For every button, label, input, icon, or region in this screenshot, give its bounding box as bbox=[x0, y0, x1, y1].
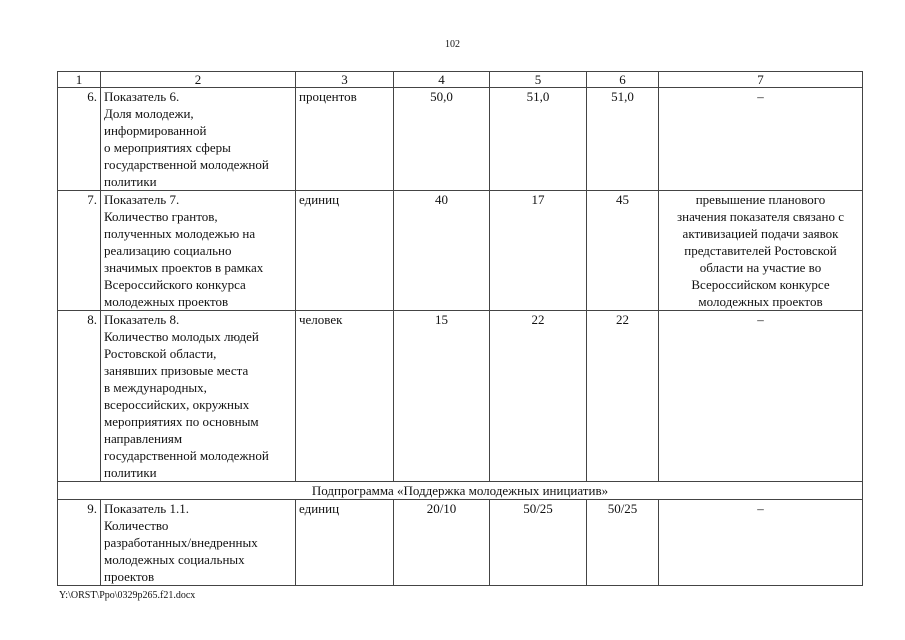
value-col5: 17 bbox=[490, 191, 587, 311]
value-col4: 20/10 bbox=[394, 500, 490, 586]
indicator-description bbox=[101, 311, 296, 482]
indicator-line: Показатель 7. bbox=[104, 192, 180, 207]
indicator-line: всероссийских, окружных bbox=[104, 397, 250, 412]
note-cell bbox=[659, 88, 863, 191]
indicator-line: молодежных социальных bbox=[104, 552, 245, 567]
indicator-line: политики bbox=[104, 174, 157, 189]
note-cell bbox=[659, 500, 863, 586]
indicator-line: полученных молодежью на bbox=[104, 226, 256, 241]
note-line: Всероссийском конкурсе bbox=[691, 277, 830, 292]
row-number: 9. bbox=[58, 500, 101, 586]
indicators-table bbox=[57, 71, 863, 586]
column-header-3: 3 bbox=[296, 72, 394, 88]
note-line: превышение планового bbox=[695, 192, 826, 207]
column-header-7: 7 bbox=[659, 72, 863, 88]
indicator-line: государственной молодежной bbox=[104, 157, 269, 172]
indicator-line: государственной молодежной bbox=[104, 448, 269, 463]
note-cell bbox=[659, 311, 863, 482]
indicator-line: Показатель 8. bbox=[104, 312, 180, 327]
note-line: представителей Ростовской bbox=[684, 243, 837, 258]
value-col6: 51,0 bbox=[587, 88, 659, 191]
indicator-line: Количество молодых людей bbox=[104, 329, 259, 344]
note-line: активизацией подачи заявок bbox=[682, 226, 839, 241]
section-title: Подпрограмма «Поддержка молодежных инициатив» bbox=[58, 482, 863, 500]
value-col6: 50/25 bbox=[587, 500, 659, 586]
indicator-line: Количество bbox=[104, 518, 169, 533]
unit-cell: единиц bbox=[296, 191, 394, 311]
note-line: молодежных проектов bbox=[698, 294, 823, 309]
table-row bbox=[58, 500, 863, 586]
indicator-line: реализацию социально bbox=[104, 243, 232, 258]
row-number: 8. bbox=[58, 311, 101, 482]
indicator-line: разработанных/внедренных bbox=[104, 535, 258, 550]
indicator-line: Показатель 6. bbox=[104, 89, 180, 104]
indicator-line: мероприятиях по основным bbox=[104, 414, 259, 429]
indicator-line: о мероприятиях сферы bbox=[104, 140, 231, 155]
table-row bbox=[58, 311, 863, 482]
indicator-line: Доля молодежи, bbox=[104, 106, 194, 121]
value-col6: 22 bbox=[587, 311, 659, 482]
table-row bbox=[58, 191, 863, 311]
indicator-line: значимых проектов в рамках bbox=[104, 260, 264, 275]
column-header-4: 4 bbox=[394, 72, 490, 88]
document-file-path: Y:\ORST\Ppo\0329p265.f21.docx bbox=[59, 590, 196, 601]
indicator-line: проектов bbox=[104, 569, 155, 584]
indicator-line: Показатель 1.1. bbox=[104, 501, 189, 516]
note-line: области на участие во bbox=[699, 260, 822, 275]
indicator-line: молодежных проектов bbox=[104, 294, 229, 309]
column-number-row bbox=[58, 72, 863, 88]
indicator-description bbox=[101, 500, 296, 586]
value-col4: 50,0 bbox=[394, 88, 490, 191]
indicator-description bbox=[101, 88, 296, 191]
note-line: – bbox=[757, 312, 764, 327]
indicator-line: Всероссийского конкурса bbox=[104, 277, 246, 292]
row-number: 6. bbox=[58, 88, 101, 191]
value-col5: 50/25 bbox=[490, 500, 587, 586]
note-line: значения показателя связано с bbox=[677, 209, 844, 224]
indicator-line: Количество грантов, bbox=[104, 209, 218, 224]
value-col4: 15 bbox=[394, 311, 490, 482]
note-line: – bbox=[757, 89, 764, 104]
value-col6: 45 bbox=[587, 191, 659, 311]
unit-cell: процентов bbox=[296, 88, 394, 191]
unit-cell: единиц bbox=[296, 500, 394, 586]
indicator-line: информированной bbox=[104, 123, 207, 138]
table-row bbox=[58, 88, 863, 191]
column-header-6: 6 bbox=[587, 72, 659, 88]
indicator-line: Ростовской области, bbox=[104, 346, 217, 361]
column-header-1: 1 bbox=[58, 72, 101, 88]
note-line: – bbox=[757, 501, 764, 516]
row-number: 7. bbox=[58, 191, 101, 311]
note-cell bbox=[659, 191, 863, 311]
value-col4: 40 bbox=[394, 191, 490, 311]
page-number: 102 bbox=[445, 39, 460, 50]
value-col5: 22 bbox=[490, 311, 587, 482]
indicator-description bbox=[101, 191, 296, 311]
column-header-5: 5 bbox=[490, 72, 587, 88]
unit-cell: человек bbox=[296, 311, 394, 482]
column-header-2: 2 bbox=[101, 72, 296, 88]
indicator-line: политики bbox=[104, 465, 157, 480]
indicator-line: занявших призовые места bbox=[104, 363, 249, 378]
section-heading-row bbox=[58, 482, 863, 500]
value-col5: 51,0 bbox=[490, 88, 587, 191]
indicator-line: в международных, bbox=[104, 380, 207, 395]
indicator-line: направлениям bbox=[104, 431, 183, 446]
